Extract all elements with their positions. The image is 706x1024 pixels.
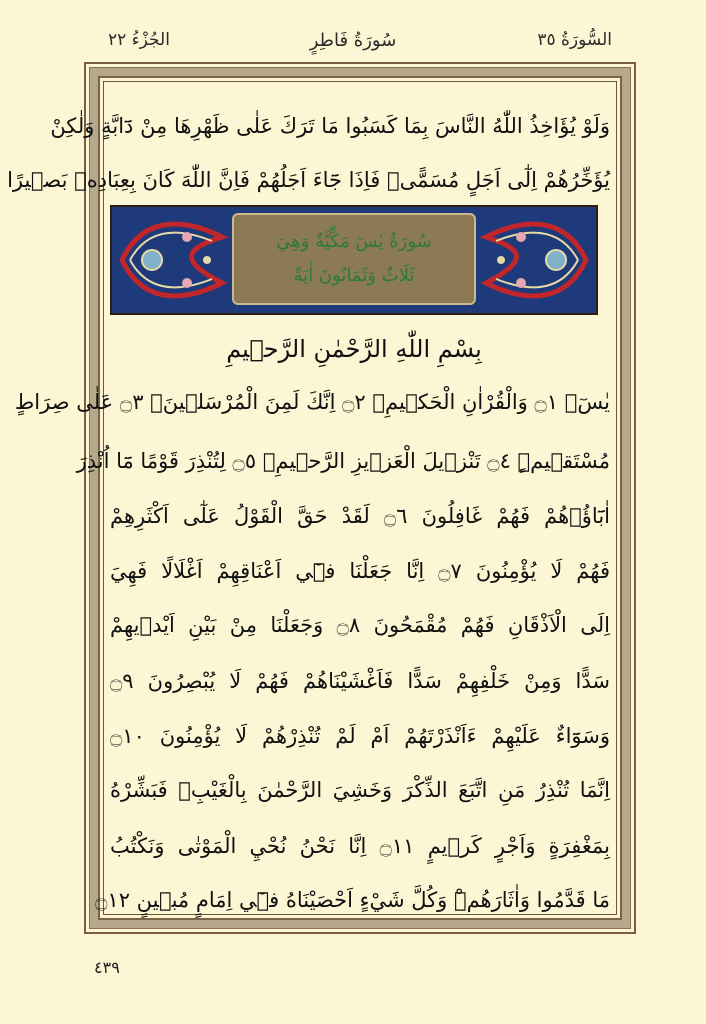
- page-header: [0, 0, 706, 60]
- verse-line: [7, 160, 610, 200]
- surah-info-cartouche: [232, 213, 476, 305]
- verse-line: اٰبَٓاؤُ۬هُمْ فَهُمْ غَافِلُونَ ۝٦ لَقَدْ حَقَّ الْقَوْلُ عَلٰٓى اَكْثَرِهِمْ: [110, 504, 610, 528]
- verse-line: وَسَوَٓاءٌ عَلَيْهِمْ ءَاَنْذَرْتَهُمْ اَمْ لَمْ تُنْذِرْهُمْ لَا يُؤْمِنُونَ ۝١٠: [110, 724, 610, 748]
- basmala: [110, 323, 598, 373]
- surah-number-label: السُّورَةُ ٣٥: [537, 30, 612, 50]
- page-number: ٤٣٩: [94, 958, 120, 977]
- basmala-text: بِسْمِ اللّٰهِ الرَّحْمٰنِ الرَّح۪يمِ: [226, 335, 482, 363]
- verse-line: سَدًّا وَمِنْ خَلْفِهِمْ سَدًّا فَاَغْشَيْنَاهُمْ فَهُمْ لَا يُبْصِرُونَ ۝٩: [110, 669, 610, 693]
- verse-line: يٰسٓۜ ۝١ وَالْقُرْاٰنِ الْحَك۪يمِۙ ۝٢ اِنَّكَ لَمِنَ الْمُرْسَل۪ينَۙ ۝٣ عَلٰى صِرَاطٍ: [14, 390, 610, 414]
- verse-line: اِلَى الْاَذْقَانِ فَهُمْ مُقْمَحُونَ ۝٨ وَجَعَلْنَا مِنْ بَيْنِ اَيْد۪يهِمْ: [110, 613, 610, 637]
- floral-ornament-icon: [476, 207, 596, 313]
- surah-title: سُورَةُ فَاطِرٍ: [309, 30, 397, 51]
- juz-label: الجُزْءُ ٢٢: [108, 30, 170, 50]
- surah-info-line-1: سُورَةُ يٰسٓ مَكِّيَّةٌ وَهِيَ: [276, 231, 432, 252]
- verse-line: اِنَّمَا تُنْذِرُ مَنِ اتَّبَعَ الذِّكْرَ وَخَشِيَ الرَّحْمٰنَ بِالْغَيْبِۚ فَبَشِّرْهُ: [110, 778, 610, 802]
- verse-line-text: يُؤَخِّرُهُمْ اِلٰٓى اَجَلٍ مُسَمًّىۚ فَاِذَا جَٓاءَ اَجَلُهُمْ فَاِنَّ اللّٰهَ كَانَ بِعِبَادِه۪ بَص۪يرًا: [7, 168, 610, 192]
- verse-line: بِمَغْفِرَةٍ وَاَجْرٍ كَر۪يمٍ ۝١١ اِنَّا نَحْنُ نُحْيِ الْمَوْتٰى وَنَكْتُبُ: [110, 834, 611, 858]
- surah-info-line-2: ثَلَاثٌ وَثَمَانُونَ اٰيَةً: [293, 265, 415, 286]
- surah-header-banner: [110, 205, 598, 315]
- floral-ornament-icon: [112, 207, 232, 313]
- verse-line: فَهُمْ لَا يُؤْمِنُونَ ۝٧ اِنَّا جَعَلْنَا ف۪ٓي اَعْنَاقِهِمْ اَغْلَالًا فَهِيَ: [110, 559, 611, 583]
- verse-line: مَا قَدَّمُوا وَاٰثَارَهُمْۜ وَكُلَّ شَيْءٍ اَحْصَيْنَاهُ ف۪ٓي اِمَامٍ مُب۪ينٍ ۝١٢: [95, 888, 610, 912]
- verse-line: مُسْتَق۪يمٍۜ ۝٤ تَنْز۪يلَ الْعَز۪يزِ الرَّح۪يمِۙ ۝٥ لِتُنْذِرَ قَوْمًا مَٓا اُنْذِرَ: [76, 449, 610, 473]
- verse-line: وَلَوْ يُؤَاخِذُ اللّٰهُ النَّاسَ بِمَا كَسَبُوا مَا تَرَكَ عَلٰى ظَهْرِهَا مِنْ دَٓابَّةٍ وَلٰكِنْ: [50, 114, 610, 138]
